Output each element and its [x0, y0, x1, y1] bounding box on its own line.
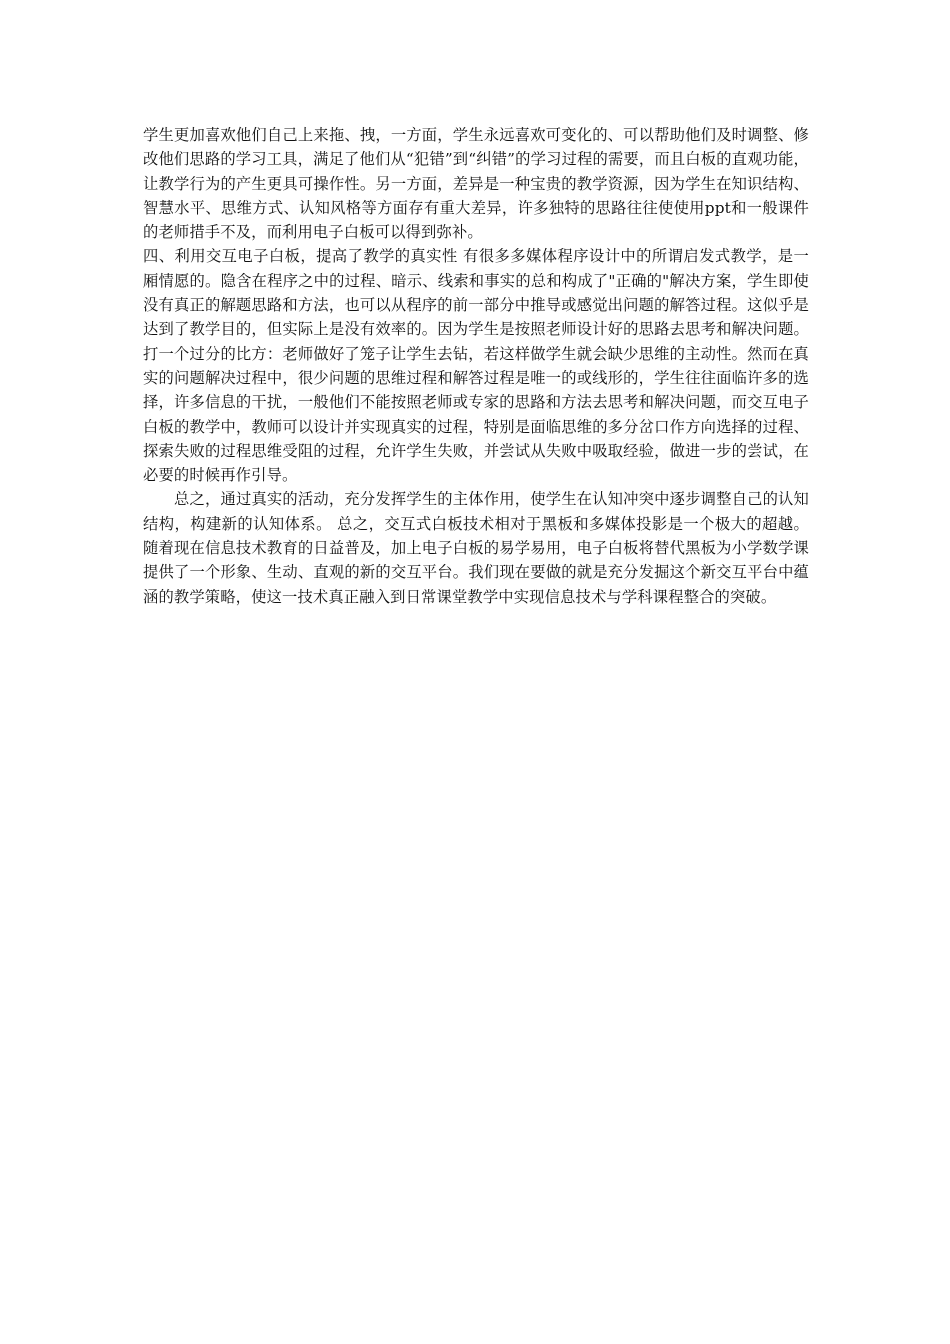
document-body	[143, 123, 809, 609]
paragraph-conclusion: 总之，通过真实的活动，充分发挥学生的主体作用，使学生在认知冲突中逐步调整自己的认知结构，构建新的认知体系。 总之，交互式白板技术相对于黑板和多媒体投影是一个极大的超越。随着现在信息技术教育的日益普及，加上电子白板的易学易用，电子白板将替代黑板为小学数学课提供了一个形象、生动、直观的新的交互平台。我们现在要做的就是充分发掘这个新交互平台中蕴涵的教学策略，使这一技术真正融入到日常课堂教学中实现信息技术与学科课程整合的突破。	[143, 490, 809, 606]
paragraph-whiteboard-benefits: 学生更加喜欢他们自己上来拖、拽，一方面，学生永远喜欢可变化的、可以帮助他们及时调整、修改他们思路的学习工具，满足了他们从“犯错”到“纠错”的学习过程的需要，而且白板的直观功能，让教学行为的产生更具可操作性。另一方面，差异是一种宝贵的教学资源，因为学生在知识结构、智慧水平、思维方式、认知风格等方面存有重大差异，许多独特的思路往往使使用ppt和一般课件的老师措手不及，而利用电子白板可以得到弥补。	[143, 126, 809, 242]
paragraph-section-four: 四、利用交互电子白板，提高了教学的真实性 有很多多媒体程序设计中的所谓启发式教学，是一厢情愿的。隐含在程序之中的过程、暗示、线索和事实的总和构成了"正确的"解决方案，学生即使没有真正的解题思路和方法，也可以从程序的前一部分中推导或感觉出问题的解答过程。这似乎是达到了教学目的，但实际上是没有效率的。因为学生是按照老师设计好的思路去思考和解决问题。打一个过分的比方：老师做好了笼子让学生去钻，若这样做学生就会缺少思维的主动性。然而在真实的问题解决过程中，很少问题的思维过程和解答过程是唯一的或线形的，学生往往面临许多的选择，许多信息的干扰，一般他们不能按照老师或专家的思路和方法去思考和解决问题，而交互电子白板的教学中，教师可以设计并实现真实的过程，特别是面临思维的多分岔口作方向选择的过程、探索失败的过程思维受阻的过程，允许学生失败，并尝试从失败中吸取经验，做进一步的尝试，在必要的时候再作引导。	[143, 247, 809, 485]
